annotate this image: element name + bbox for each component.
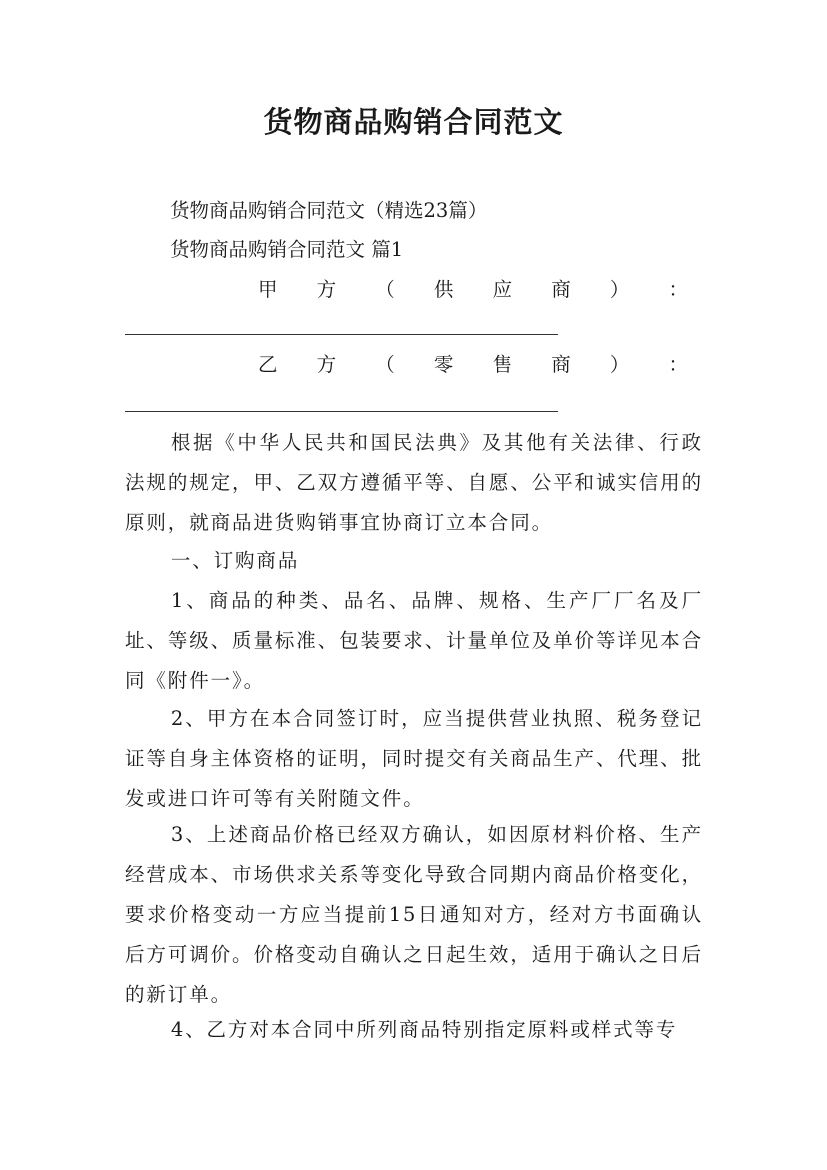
party-a-char: ） <box>609 278 630 301</box>
party-b-label <box>258 350 688 380</box>
party-b-char: 商 <box>551 353 571 376</box>
clause-3: 3、上述商品价格已经双方确认，如因原材料价格、生产经营成本、市场供求关系等变化导致合同期内商品价格变化，要求价格变动一方应当提前15日通知对方，经对方书面确认后方可调价。价格变动自确认之日起生效，适用于确认之日后的新订单。 <box>125 823 703 1006</box>
party-a-char: 商 <box>551 278 571 301</box>
clause-4: 4、乙方对本合同中所列商品特别指定原料或样式等专 <box>170 1018 678 1041</box>
party-a-char: 供 <box>433 278 454 301</box>
document-title: 货物商品购销合同范文 <box>263 105 564 139</box>
party-a-char: 应 <box>492 278 513 301</box>
party-a-blank-line <box>125 334 558 335</box>
party-a-char: 方 <box>316 278 337 301</box>
party-a-label <box>258 275 688 305</box>
party-a-char: ： <box>668 278 688 301</box>
paragraph-preamble: 根据《中华人民共和国民法典》及其他有关法律、行政法规的规定，甲、乙双方遵循平等、自愿、公平和诚实信用的原则，就商品进货购销事宜协商订立本合同。 <box>125 431 703 534</box>
party-b-char: ： <box>668 353 688 376</box>
party-b-char: （ <box>375 353 395 376</box>
party-b-blank-line <box>125 411 558 412</box>
party-b-char: 零 <box>433 353 454 376</box>
subtitle: 货物商品购销合同范文（精选23篇） <box>170 199 488 222</box>
clause-2: 2、甲方在本合同签订时，应当提供营业执照、税务登记证等自身主体资格的证明，同时提交有关商品生产、代理、批发或进口许可等有关附随文件。 <box>125 707 703 810</box>
party-b-char: 售 <box>492 353 513 376</box>
party-b-char: ） <box>609 353 630 376</box>
party-a-char: 甲 <box>258 278 278 301</box>
party-b-char: 方 <box>316 353 337 376</box>
party-b-char: 乙 <box>258 353 278 376</box>
article-heading: 货物商品购销合同范文 篇1 <box>170 238 404 261</box>
party-a-char: （ <box>375 278 395 301</box>
section-heading-order: 一、订购商品 <box>170 549 300 572</box>
clause-1: 1、商品的种类、品名、品牌、规格、生产厂厂名及厂址、等级、质量标准、包装要求、计量单位及单价等详见本合同《附件一》。 <box>125 589 703 692</box>
